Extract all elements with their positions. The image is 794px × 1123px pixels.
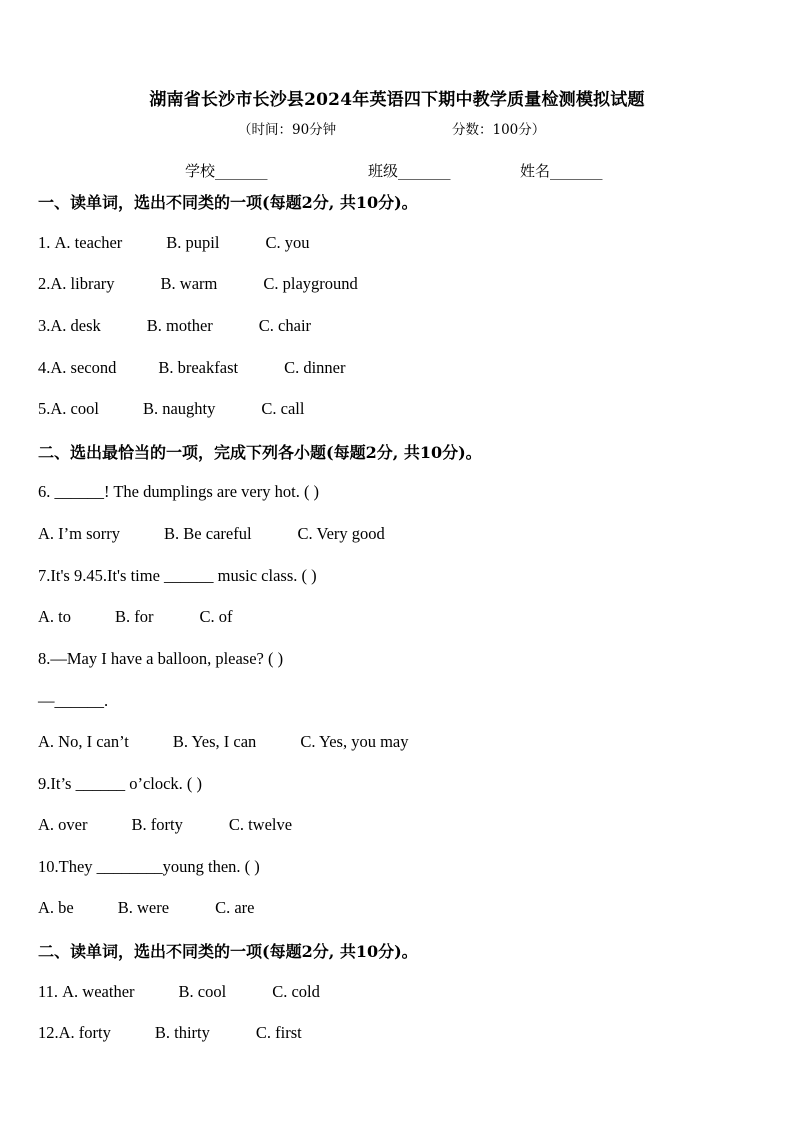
- question-11: [38, 982, 320, 1002]
- option-a: A. be: [38, 898, 74, 917]
- question-number: 12.: [38, 1023, 59, 1042]
- option-c: C. dinner: [284, 358, 346, 377]
- school-field: 学校_______: [185, 162, 268, 180]
- question-10-options: [38, 898, 254, 918]
- option-c: C. cold: [272, 982, 320, 1001]
- option-a: A. teacher: [54, 233, 123, 252]
- question-number: 2.: [38, 274, 51, 293]
- option-b: B. forty: [131, 815, 183, 834]
- question-4: [38, 358, 346, 378]
- option-a: A. desk: [50, 316, 101, 335]
- option-b: B. were: [117, 898, 170, 917]
- option-b: B. Be careful: [164, 524, 252, 543]
- question-1: [38, 233, 310, 253]
- question-3: [38, 316, 311, 336]
- option-a: A. weather: [62, 982, 135, 1001]
- question-10-stem: 10.They ________young then. ( ): [38, 857, 260, 876]
- option-c: C. are: [215, 898, 255, 917]
- option-c: C. playground: [263, 274, 358, 293]
- option-a: A. I’m sorry: [38, 524, 121, 543]
- exam-score: 分数：100分）: [452, 122, 546, 138]
- option-a: A. forty: [58, 1023, 111, 1042]
- option-b: B. for: [115, 607, 154, 626]
- option-b: B. naughty: [142, 399, 216, 418]
- question-7-stem: 7.It's 9.45.It's time ______ music class. ( ): [38, 566, 317, 585]
- question-9-stem: 9.It’s ______ o’clock. ( ): [38, 774, 203, 793]
- option-c: C. Very good: [297, 524, 385, 543]
- question-6-options: [38, 524, 385, 544]
- option-c: C. call: [261, 399, 305, 418]
- option-b: B. warm: [160, 274, 218, 293]
- question-6-stem: 6. ______! The dumplings are very hot. ( ): [38, 482, 320, 501]
- option-c: C. Yes, you may: [300, 732, 409, 751]
- exam-time: （时间：90分钟: [238, 122, 337, 138]
- question-8-options: [38, 732, 409, 752]
- option-b: B. pupil: [166, 233, 220, 252]
- option-b: B. cool: [178, 982, 227, 1001]
- question-number: 11.: [38, 982, 63, 1001]
- question-5: [38, 399, 304, 419]
- option-c: C. of: [199, 607, 233, 626]
- question-number: 3.: [38, 316, 51, 335]
- option-a: A. library: [50, 274, 115, 293]
- option-a: A. cool: [50, 399, 99, 418]
- question-9-options: [38, 815, 292, 835]
- question-2: [38, 274, 358, 294]
- question-12: [38, 1023, 302, 1043]
- option-b: B. mother: [146, 316, 213, 335]
- question-7-options: [38, 607, 233, 627]
- class-field: 班级_______: [368, 162, 451, 180]
- name-field: 姓名_______: [520, 162, 603, 180]
- exam-title: 湖南省长沙市长沙县2024年英语四下期中教学质量检测模拟试题: [149, 90, 645, 110]
- option-a: A. second: [50, 358, 117, 377]
- option-c: C. twelve: [228, 815, 293, 834]
- option-c: C. chair: [258, 316, 312, 335]
- question-number: 1.: [38, 233, 55, 252]
- option-a: A. to: [38, 607, 71, 626]
- question-number: 4.: [38, 358, 51, 377]
- question-8-answer-line: —______.: [38, 691, 109, 710]
- section-heading-1: 一、读单词，选出不同类的一项(每题2分, 共10分)。: [38, 193, 418, 212]
- option-b: B. breakfast: [158, 358, 239, 377]
- question-number: 5.: [38, 399, 51, 418]
- option-b: B. Yes, I can: [172, 732, 257, 751]
- question-8-stem: 8.—May I have a balloon, please? ( ): [38, 649, 284, 668]
- option-a: A. over: [38, 815, 88, 834]
- section-heading-2: 二、选出最恰当的一项，完成下列各小题(每题2分, 共10分)。: [38, 443, 482, 462]
- option-b: B. thirty: [154, 1023, 210, 1042]
- option-c: C. first: [255, 1023, 302, 1042]
- option-c: C. you: [265, 233, 310, 252]
- section-heading-3: 二、读单词，选出不同类的一项(每题2分, 共10分)。: [38, 942, 418, 961]
- option-a: A. No, I can’t: [38, 732, 129, 751]
